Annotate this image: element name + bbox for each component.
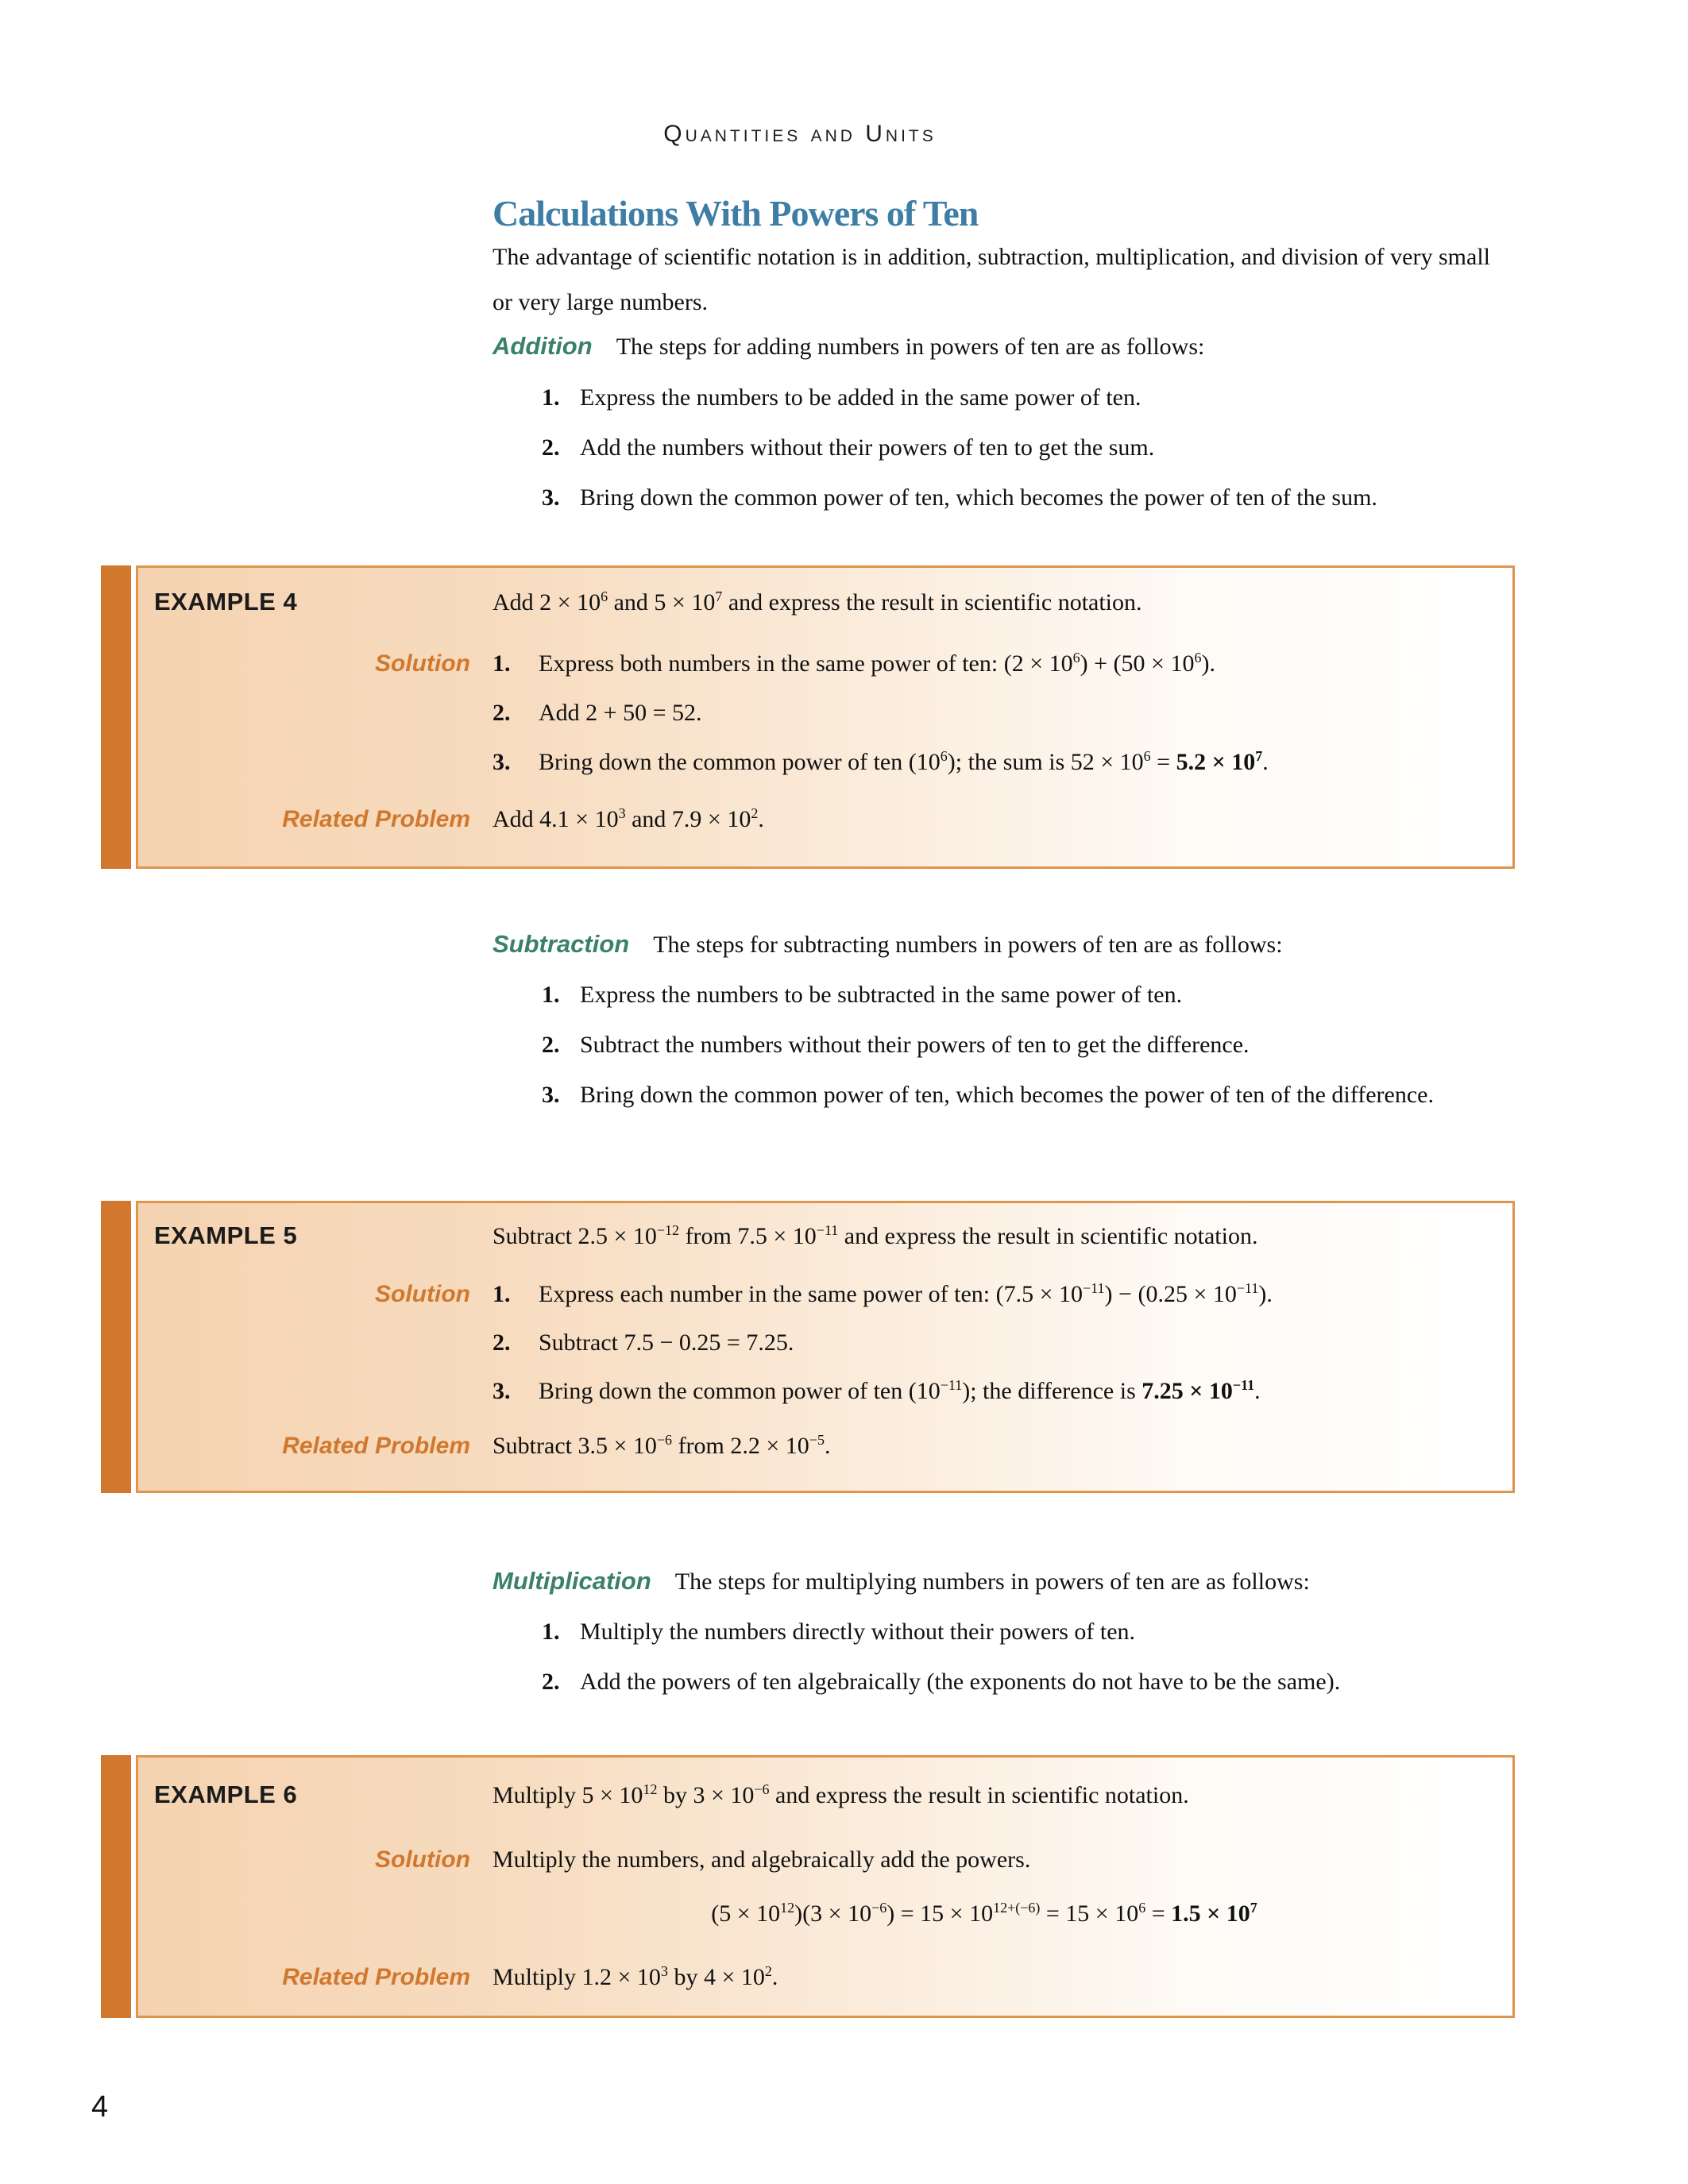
step-text (539, 746, 1476, 778)
example-label: EXAMPLE 5 (154, 1221, 298, 1249)
solution-label: Solution (375, 1281, 470, 1307)
step-list (492, 978, 1490, 1111)
step-number: 2. (492, 1329, 511, 1356)
example-problem-row (138, 1219, 1500, 1252)
step-number: 3. (492, 1378, 511, 1404)
step-text: Add 2 + 50 = 52. (539, 700, 702, 726)
step-text: Subtract the numbers without their powers of ten to get the difference. (580, 1032, 1250, 1058)
page-number: 4 (91, 2090, 109, 2124)
section-lead-text: The steps for multiplying numbers in powers of ten are as follows: (674, 1569, 1310, 1595)
equation-result-bold: $1.5 \times 10^7$ (1171, 1900, 1257, 1927)
step-number: 3. (542, 1082, 560, 1108)
solution-step (492, 1278, 1476, 1310)
section-heading: Calculations With Powers of Ten (492, 193, 979, 233)
equation (492, 1897, 1500, 1930)
solution-label: Solution (375, 650, 470, 677)
example-problem: Subtract $2.5 \times 10^{-12}$ from $7.5 \times 10^{-11}$ and express the result in scientific notation. (492, 1222, 1258, 1249)
intro-paragraph: The advantage of scientific notation is in addition, subtraction, multiplication, and division of very small or very large numbers. (492, 244, 1490, 315)
section-title-multiplication: Multiplication (492, 1567, 651, 1595)
example-label: EXAMPLE 6 (154, 1781, 298, 1808)
step-number: 2. (542, 1032, 560, 1058)
list-item (492, 431, 1490, 464)
step-text-tail: . (1254, 1378, 1261, 1404)
step-text: Express both numbers in the same power of ten: $(2 \times 10^6) + (50 \times 10^6)$. (539, 650, 1215, 677)
step-result-bold: $7.25 \times 10^{-11}$ (1141, 1377, 1255, 1404)
example-accent-bar (101, 1755, 131, 2018)
step-number: 2. (492, 700, 511, 726)
related-problem-row (138, 803, 1500, 835)
example-equation-row (138, 1897, 1500, 1930)
related-problem-label: Related Problem (282, 1433, 470, 1459)
step-number: 2. (542, 434, 560, 461)
list-item (492, 978, 1490, 1011)
related-problem-text: Add $4.1 \times 10^3$ and $7.9 \times 10^2$. (492, 805, 764, 832)
related-problem-label: Related Problem (282, 806, 470, 832)
step-text-pre: Bring down the common power of ten $(10^{-11})$; the difference is (539, 1377, 1142, 1404)
step-number: 3. (492, 749, 511, 775)
step-text-tail: . (1262, 749, 1269, 775)
step-number: 3. (542, 484, 560, 511)
step-text: Add the powers of ten algebraically (the exponents do not have to be the same). (580, 1669, 1341, 1695)
solution-step (492, 746, 1476, 778)
solution-step (492, 696, 1476, 729)
step-number: 1. (492, 650, 511, 677)
solution-steps (492, 1278, 1500, 1407)
solution-text: Multiply the numbers, and algebraically add the powers. (492, 1846, 1031, 1873)
related-problem-text: Multiply $1.2 \times 10^3$ by $4 \times 10^2$. (492, 1963, 778, 1990)
example-panel (136, 565, 1515, 869)
section-multiplication (492, 1564, 1490, 1698)
running-head: Quantities and Units (663, 121, 937, 147)
example-box-6 (101, 1755, 1515, 2018)
example-solution-row (138, 1278, 1500, 1407)
step-text: Add the numbers without their powers of ten to get the sum. (580, 434, 1155, 461)
step-text: Express the numbers to be added in the same power of ten. (580, 384, 1141, 411)
step-text: Bring down the common power of ten, which becomes the power of ten of the difference. (580, 1082, 1434, 1108)
list-item (492, 1665, 1490, 1698)
list-item (492, 381, 1490, 414)
step-text: Subtract 7.5 − 0.25 = 7.25. (539, 1329, 794, 1356)
list-item (492, 1615, 1490, 1648)
solution-step (492, 1326, 1476, 1359)
step-number: 1. (542, 384, 560, 411)
step-text: Express each number in the same power of ten: $(7.5 \times 10^{-11}) - (0.25 \times 10^{-11})$. (539, 1280, 1273, 1307)
related-problem-label: Related Problem (282, 1964, 470, 1990)
list-item (492, 1028, 1490, 1061)
step-number: 2. (542, 1669, 560, 1695)
example-problem-row (138, 1778, 1500, 1812)
step-number: 1. (542, 982, 560, 1008)
section-lead (492, 329, 1490, 365)
step-number: 1. (542, 1619, 560, 1645)
step-list (492, 381, 1490, 514)
step-text: Express the numbers to be subtracted in the same power of ten. (580, 982, 1183, 1008)
list-item (492, 481, 1490, 514)
step-text: Multiply the numbers directly without their powers of ten. (580, 1619, 1136, 1645)
section-title-subtraction: Subtraction (492, 930, 630, 958)
step-list (492, 1615, 1490, 1698)
solution-label: Solution (375, 1846, 470, 1873)
example-solution-row (138, 647, 1500, 778)
example-problem-row (138, 585, 1500, 619)
step-text: Bring down the common power of ten, which becomes the power of ten of the sum. (580, 484, 1377, 511)
example-accent-bar (101, 1201, 131, 1493)
section-title-addition: Addition (492, 332, 593, 360)
example-accent-bar (101, 565, 131, 869)
example-box-4 (101, 565, 1515, 869)
list-item (492, 1078, 1490, 1111)
section-lead-text: The steps for adding numbers in powers of ten are as follows: (616, 334, 1205, 360)
example-panel (136, 1755, 1515, 2018)
step-number: 1. (492, 1281, 511, 1307)
section-addition (492, 329, 1490, 514)
section-lead (492, 1564, 1490, 1599)
related-problem-row (138, 1961, 1500, 1993)
solution-steps (492, 647, 1500, 778)
step-text (539, 1375, 1476, 1407)
related-problem-row (138, 1430, 1500, 1462)
solution-step (492, 647, 1476, 680)
example-panel (136, 1201, 1515, 1493)
example-solution-row (138, 1843, 1500, 1876)
example-problem: Multiply $5 \times 10^{12}$ by $3 \times 10^{-6}$ and express the result in scientific notation. (492, 1781, 1189, 1808)
equation-pre: $(5 \times 10^{12})(3 \times 10^{-6}) = 15 \times 10^{12+(-6)} = 15 \times 10^6$ = (711, 1900, 1172, 1927)
section-lead-text: The steps for subtracting numbers in powers of ten are as follows: (653, 932, 1283, 958)
related-problem-text: Subtract $3.5 \times 10^{-6}$ from $2.2 \times 10^{-5}$. (492, 1432, 831, 1459)
step-text-pre: Bring down the common power of ten $(10^6)$; the sum is $52 \times 10^6$ = (539, 748, 1176, 775)
step-result-bold: $5.2 \times 10^7$ (1176, 748, 1263, 775)
example-box-5 (101, 1201, 1515, 1493)
example-problem: Add $2 \times 10^6$ and $5 \times 10^7$ and express the result in scientific notation. (492, 588, 1142, 615)
solution-step (492, 1375, 1476, 1407)
section-lead (492, 927, 1490, 963)
section-subtraction (492, 927, 1490, 1111)
example-label: EXAMPLE 4 (154, 588, 298, 615)
